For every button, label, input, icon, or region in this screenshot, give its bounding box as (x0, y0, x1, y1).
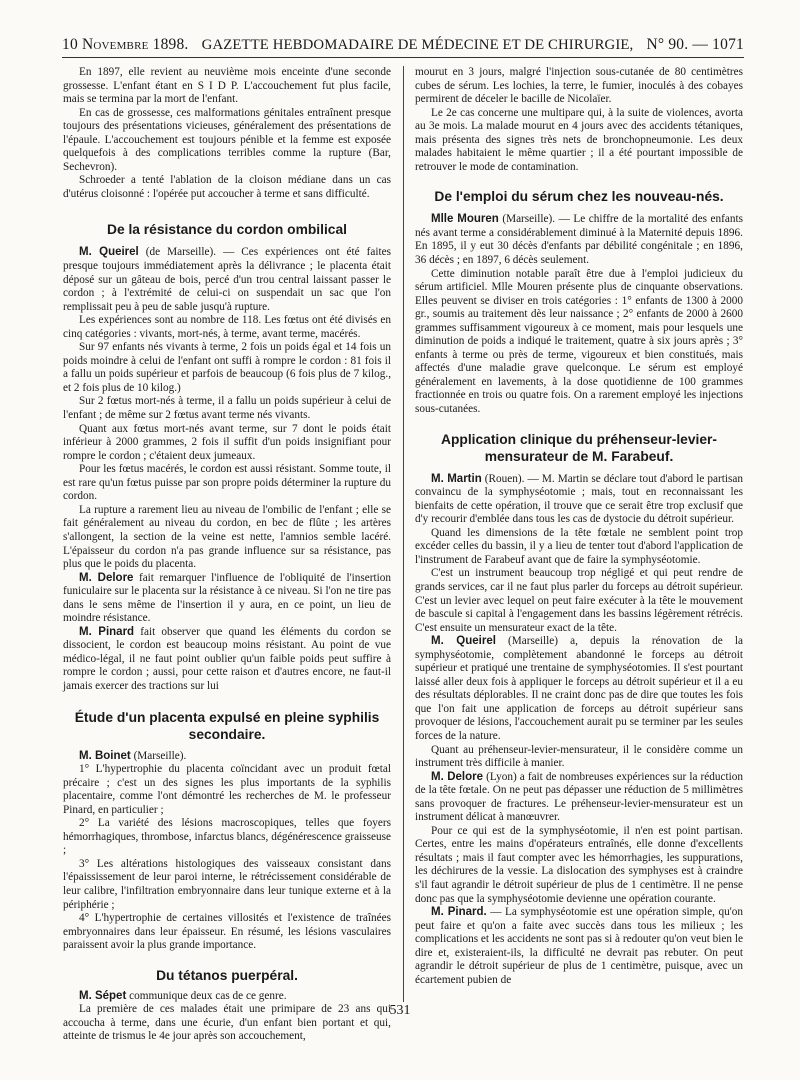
speaker-name: M. Martin (431, 472, 482, 485)
speaker-text: (Marseille). — Le chiffre de la mortalité des enfants nés avant terme a considérablement diminué à la Maternité depuis 1896. En 1895, il y eut 30 décès d'enfants par débilité congénitale ; en 1896, 36 décès ; en 1897, 6 décès seulement. (415, 213, 743, 267)
paragraph (63, 572, 391, 626)
section-heading-farabeuf: Application clinique du préhenseur-levier-mensurateur de M. Farabeuf. (441, 431, 717, 464)
paragraph (63, 750, 391, 764)
speaker-name: M. Delore (431, 770, 484, 783)
paragraph (415, 473, 743, 527)
issue-page-number: N° 90. — 1071 (646, 36, 744, 53)
paragraph (415, 771, 743, 825)
paragraph: Sur 97 enfants nés vivants à terme, 2 fois un poids égal et 14 fois un poids moindre à celui de l'enfant ont suffi à rompre le cordon : 81 fois il a fallu un poids supérieur et parfois de beaucoup (6 fois plus de 7 kilog., et 2 fois plus de 10 kilog.) (63, 341, 391, 394)
section-heading-serum: De l'emploi du sérum chez les nouveau-nés. (434, 189, 724, 205)
list-item: 3° Les altérations histologiques des vaisseaux consistant dans l'épaississement de leur paroi interne, le rétrécissement considérable de leur calibre, l'infiltration embryonnaire dans leur tunique externe et à la périphérie ; (63, 857, 391, 911)
paragraph (63, 990, 391, 1004)
speaker-text: (Rouen). — M. Martin se déclare tout d'abord le partisan convaincu de la symphyséotomie ; mais, tout en reconnaissant les bienfaits de cette opération, il trouve que ce serait être trop exclusif que d'y recourir d'emblée dans tous les cas de dystocie du détroit supérieur. (415, 472, 743, 526)
speaker-name: M. Pinard (79, 625, 135, 638)
speaker-text: (Marseille). (130, 749, 187, 762)
paragraph: En cas de grossesse, ces malformations génitales entraînent presque toujours des présentations vicieuses, généralement des présentations de l'épaule. L'accouchement est toujours pénible et la femme est exposée quelquefois à des complications terribles comme la rupture (Bar, Sechevron). (63, 106, 391, 173)
paragraph: Quant aux fœtus mort-nés avant terme, sur 7 dont le poids était inférieur à 2000 grammes, 2 fois il suffit d'un poids insignifiant pour rompre le cordon ; c'étaient deux jumeaux. (63, 422, 391, 462)
paragraph: La première de ces malades était une primipare de 23 ans qui accoucha à terme, dans une écurie, d'un enfant bien portant et qui, atteinte de trismus le 4e jour après son accouchement, (63, 1003, 391, 1043)
speaker-name: M. Boinet (79, 749, 131, 762)
paragraph: mourut en 3 jours, malgré l'injection sous-cutanée de 80 centimètres cubes de sérum. Les lochies, la terre, le fumier, inoculés à des cobayes permirent de déceler le bacille de Nicolaïer. (415, 66, 743, 106)
left-column (63, 66, 391, 1044)
paragraph: C'est un instrument beaucoup trop négligé et qui peut rendre de grands services, car il ne faut plus parler du forceps au détroit supérieur. C'est un levier avec lequel on peut faire exécuter à la tête le mouvement de bascule si capital à l'engagement dans les bassins légèrement rétrécis. C'est ensuite un mensurateur exact de la tête. (415, 567, 743, 634)
paragraph: Cette diminution notable paraît être due à l'emploi judicieux du sérum artificiel. Mlle Mouren présente plus de cinquante observations. Elles peuvent se diviser en trois catégories : 1° enfants de 1300 à 2000 gr., soumis au traitement dès leur naissance ; 2° enfants de 2000 à 2600 grammes suffisamment vigoureux à ce moment, mais pour lesquels une diminution de poids a indiqué le traitement, quatre à six jours après ; 3° enfants à terme ou près de terme, vigoureux et bien constitués, mais affectés d'une maladie grave quelconque. Le sérum est employé généralement en lavements, à la dose quotidienne de 100 grammes fractionnée en trois ou quatre fois. On a rarement employé les injections sous-cutanées. (415, 267, 743, 416)
speaker-text: (Lyon) a fait de nombreuses expériences sur la réduction de la tête fœtale. On ne peut pas dépasser une réduction de 5 millimètres sans provoquer de fractures. Le préhenseur-levier-mensurateur est un instrument délicat à manœuvrer. (415, 770, 743, 824)
paragraph: Quand les dimensions de la tête fœtale ne semblent point trop excéder celles du bassin, il y a lieu de tenter tout d'abord l'application de l'instrument de Farabeuf avant que de faire la symphyséotomie. (415, 526, 743, 566)
journal-title: GAZETTE HEBDOMADAIRE DE MÉDECINE ET DE CHIRURGIE, (201, 37, 634, 53)
paragraph: En 1897, elle revient au neuvième mois enceinte d'une seconde grossesse. L'enfant étant en S I D P. L'accouchement fut plus facile, mais se termina par la mort de l'enfant. (63, 66, 391, 106)
section-heading-placenta: Étude d'un placenta expulsé en pleine syphilis secondaire. (74, 709, 380, 742)
paragraph: Pour ce qui est de la symphyséotomie, il n'en est point partisan. Certes, entre les mains d'opérateurs entraînés, elle donne d'excellents résultats ; mais il faut compter avec les hémorrhagies, les suppurations, les déchirures de la vessie. La dislocation des symphyses est à craindre s'il faut agrandir le détroit supérieur de plus de 1 centimètre. Il ne pense donc pas que la symphyséotomie devienne une opération courante. (415, 824, 743, 905)
paragraph: Schroeder a tenté l'ablation de la cloison médiane dans un cas d'utérus cloisonné : l'opérée put accoucher à terme et sans difficulté. (63, 174, 391, 200)
paragraph (63, 246, 391, 314)
paragraph: La rupture a rarement lieu au niveau de l'ombilic de l'enfant ; elle se fait généralement au niveau du cordon, en bec de flûte ; les artères s'allongent, la section de la veine est nette, l'amnios semble lacéré. L'épaisseur du cordon n'a pas grande influence sur sa résistance, pas plus que le poids du placenta. (63, 503, 391, 571)
speaker-text: (Marseille) a, depuis la rénovation de la symphyséotomie, complètement abandonné le forceps au détroit supérieur et pratiqué une trentaine de symphyséotomies. Il s'est pourtant laissé aller deux fois à appliquer le forceps au détroit supérieur et il a eu des résultats déplorables. Il ne craint donc pas de dire que toutes les fois que l'on fait une application de forceps au détroit supérieur sans provoquer de lésions, l'accouchement aurait pu se terminer par les seules forces de la nature. (415, 635, 743, 742)
speaker-name: M. Pinard. (431, 906, 487, 919)
speaker-text: — La symphyséotomie est une opération simple, qu'on peut faire et qu'on a faite avec succès dans tous les milieux ; les complications et les accidents ne sont pas si à redouter qu'on veut bien le dire et, existeraient-ils, la difficulté ne devrait pas rebuter. On peut agrandir le détroit supérieur de plus de 1 centimètre, puisque, avec un écartement pubien de (415, 906, 743, 986)
paragraph: Les expériences sont au nombre de 118. Les fœtus ont été divisés en cinq catégories : vivants, mort-nés, à terme, avant terme, macérés. (63, 314, 391, 340)
running-header (62, 36, 744, 58)
list-item: 4° L'hypertrophie de certaines villosités et l'existence de traînées embryonnaires dans leur épaisseur. En résumé, les lésions vasculaires paraissent avoir la plus grande importance. (63, 912, 391, 952)
paragraph: Le 2e cas concerne une multipare qui, à la suite de violences, avorta au 3e mois. La malade mourut en 4 jours avec des accidents tétaniques, mais présenta des signes très nets de bronchopneumonie. Les deux malades habitaient le même quartier ; il a été pourtant impossible de retrouver le mode de contamination. (415, 106, 743, 173)
paragraph (415, 213, 743, 267)
right-column (415, 66, 743, 987)
column-rule (403, 66, 404, 1002)
section-heading-tetanos: Du tétanos puerpéral. (156, 967, 298, 983)
page-number: 531 (389, 1003, 411, 1018)
paragraph: Pour les fœtus macérés, le cordon est aussi résistant. Somme toute, il est rare qu'un fœtus puisse par son propre poids déterminer la rupture du cordon. (63, 463, 391, 503)
paragraph: Quant au préhenseur-levier-mensurateur, il le considère comme un instrument très difficile à manier. (415, 743, 743, 770)
speaker-name: M. Delore (79, 571, 134, 584)
speaker-name: M. Queirel (431, 635, 496, 648)
speaker-text: fait observer que quand les éléments du cordon se dissocient, le cordon est beaucoup moins résistant. Au point de vue médico-légal, il ne faut point oublier qu'un faible poids peut suffire à rompre le cordon ; aussi, pour cette raison et d'autres encore, ne faut-il jamais exercer des tractions sur lui (63, 625, 391, 692)
speaker-text: fait remarquer l'influence de l'obliquité de l'insertion funiculaire sur le placenta sur la résistance à ce niveau. Si l'on ne tire pas dans le sens même de l'insertion il y aura, en ce point, un lieu de moindre résistance. (63, 571, 392, 625)
paragraph (415, 906, 743, 987)
list-item: 2° La variété des lésions macroscopiques, telles que foyers hémorrhagiques, thrombose, infarctus blancs, dégénérescence graisseuse ; (63, 817, 391, 857)
paragraph (63, 626, 391, 694)
speaker-name: M. Queirel (79, 246, 139, 259)
speaker-name: Mlle Mouren (431, 213, 499, 226)
list-item: 1° L'hypertrophie du placenta coïncidant avec un produit fœtal précaire ; c'est un des signes les plus importants de la syphilis placentaire, comme l'ont démontré les recherches de M. le professeur Pinard, en particulier ; (63, 763, 391, 816)
speaker-text: (de Marseille). — Ces expériences ont été faites presque toujours immédiatement après la délivrance ; le placenta était déposé sur un gâteau de bois, percé d'un trou central laissant passer le cordon ; à l'extrémité de celui-ci on suspendait un sac que l'on remplissait peu à peu de sable jusqu'à rupture. (63, 246, 391, 313)
section-heading-cordon: De la résistance du cordon ombilical (107, 222, 347, 238)
paragraph (415, 635, 743, 743)
speaker-name: M. Sépet (79, 989, 127, 1002)
paragraph: Sur 2 fœtus mort-nés à terme, il a fallu un poids supérieur à celui de l'enfant ; de même sur 2 fœtus avant terme nés vivants. (63, 395, 391, 422)
header-date: 10 Novembre 1898. (62, 36, 189, 53)
speaker-text: communique deux cas de ce genre. (126, 989, 287, 1002)
